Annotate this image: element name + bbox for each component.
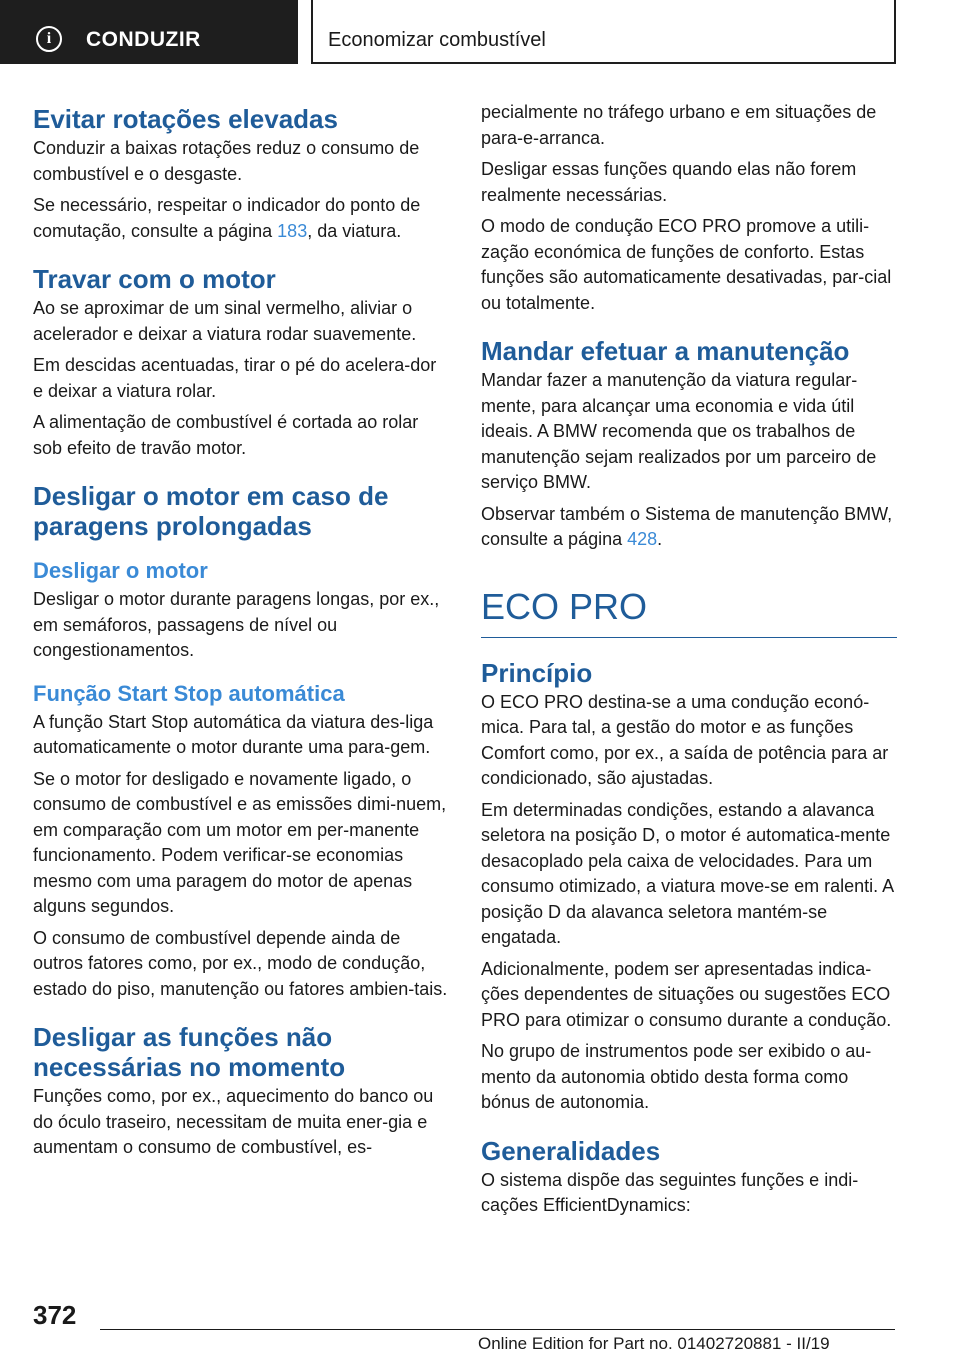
footer-divider (100, 1329, 895, 1330)
header-section-tab (0, 0, 298, 64)
right-column (481, 100, 897, 1225)
text-run: . (657, 529, 663, 549)
paragraph: O sistema dispõe das seguintes funções e indi-cações EfficientDynamics: (481, 1169, 859, 1215)
left-column (33, 100, 449, 1167)
paragraph: O modo de condução ECO PRO promove a utili-zação económica de funções de conforto. Estas funções são automaticamente desativadas, par-cial ou totalmente. (481, 216, 892, 313)
heading-switch-off-functions: Desligar as funções não necessárias no momento (33, 1022, 346, 1082)
paragraph: Desligar essas funções quando elas não forem realmente necessárias. (481, 159, 857, 205)
text-run: , da viatura. (307, 220, 402, 241)
paragraph (481, 502, 897, 553)
text-run: Observar também o Sistema de manutenção BMW, consulte a página (481, 503, 893, 549)
info-icon: i (36, 26, 62, 52)
edition-note: Online Edition for Part no. 01402720881 - II/19 (478, 1334, 830, 1353)
section-label: CONDUZIR (86, 28, 201, 51)
page-link-183[interactable]: 183 (277, 220, 308, 241)
heading-switch-off-engine: Desligar o motor em caso de paragens prolongadas (33, 481, 389, 541)
paragraph: A alimentação de combustível é cortada ao rolar sob efeito de travão motor. (33, 412, 419, 458)
chapter-title: Economizar combustível (328, 29, 546, 51)
paragraph: Desligar o motor durante paragens longas, por ex., em semáforos, passagens de nível ou congestionamentos. (33, 589, 440, 660)
paragraph: Conduzir a baixas rotações reduz o consumo de combustível e o desgaste. (33, 138, 420, 184)
heading-general: Generalidades (481, 1135, 661, 1166)
paragraph: Se o motor for desligado e novamente ligado, o consumo de combustível e as emissões dimi-nuem, em comparação com um motor em per-manente funcionamento. Podem verificar-se economias mesmo com uma paragem do motor de apenas alguns segundos. (33, 768, 447, 916)
heading-maintenance: Mandar efetuar a manutenção (481, 336, 850, 366)
heading-avoid-high-rpm: Evitar rotações elevadas (33, 104, 338, 134)
subheading-switch-off-engine: Desligar o motor (33, 558, 208, 583)
paragraph: Em descidas acentuadas, tirar o pé do acelera-dor e deixar a viatura rolar. (33, 355, 437, 401)
paragraph: Adicionalmente, podem ser apresentadas indica-ções dependentes de situações ou sugestões ECO PRO para otimizar o consumo durante a condução. (481, 958, 892, 1030)
paragraph: Funções como, por ex., aquecimento do banco ou do óculo traseiro, necessitam de muita ener-gia e aumentam o consumo de combustível, es- (33, 1086, 434, 1157)
paragraph: Ao se aproximar de um sinal vermelho, aliviar o acelerador e deixar a viatura rodar suavemente. (33, 298, 417, 344)
paragraph: O consumo de combustível depende ainda de outros fatores como, por ex., modo de condução, estado do piso, manutenção ou fatores ambien-tais. (33, 927, 448, 999)
page-link-428[interactable]: 428 (627, 529, 658, 549)
heading-engine-braking: Travar com o motor (33, 264, 276, 294)
paragraph: O ECO PRO destina-se a uma condução econó-mica. Para tal, a gestão do motor e as funções Comfort como, por ex., a saída de potência para ar condicionado, são ajustadas. (481, 691, 889, 788)
header-chapter-box (311, 0, 896, 64)
paragraph (33, 193, 449, 244)
chapter-heading-eco-pro: ECO PRO (481, 585, 897, 638)
heading-principle: Princípio (481, 657, 593, 688)
paragraph: A função Start Stop automática da viatura des-liga automaticamente o motor durante uma para-gem. (33, 711, 434, 757)
paragraph: pecialmente no tráfego urbano e em situações de para-e-arranca. (481, 102, 877, 148)
paragraph: Mandar fazer a manutenção da viatura regular-mente, para alcançar uma economia e vida útil ideais. A BMW recomenda que os trabalhos de manutenção sejam realizados por um parceiro de serviço BMW. (481, 370, 877, 492)
paragraph: No grupo de instrumentos pode ser exibido o au-mento da autonomia obtido desta forma como bónus de autonomia. (481, 1041, 872, 1112)
page-number: 372 (33, 1300, 77, 1330)
subheading-auto-start-stop: Função Start Stop automática (33, 680, 345, 706)
paragraph: Em determinadas condições, estando a alavanca seletora na posição D, o motor é automatica-mente desacoplado pela caixa de velocidades. Para um consumo otimizado, a viatura move-se em ralenti. A posição D da alavanca seletora mantém-se engatada. (481, 799, 894, 947)
text-run: Se necessário, respeitar o indicador do ponto de comutação, consulte a página (33, 195, 421, 241)
